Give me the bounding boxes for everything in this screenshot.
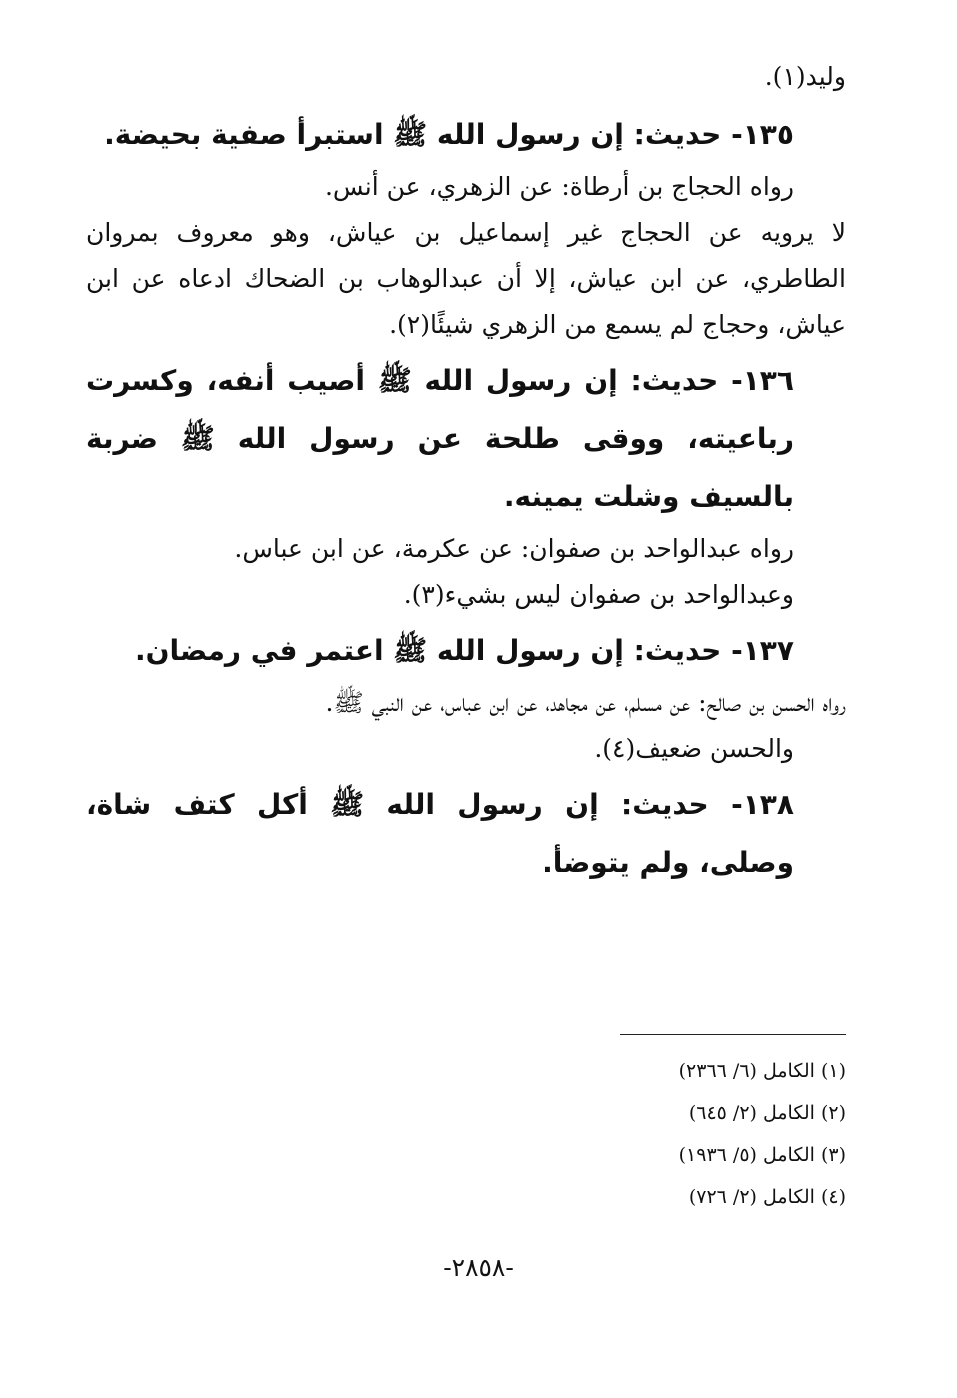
hadith-heading: ١٣٧- حديث: إن رسول الله ﷺ اعتمر في رمضان. (134, 634, 794, 667)
continuation-line: وليد(١). (764, 62, 846, 91)
footnote-3: (٣) الكامل (٥/ ١٩٣٦) (678, 1144, 846, 1166)
footnote-4: (٤) الكامل (٢/ ٧٢٦) (688, 1186, 846, 1208)
hadith-chain: رواه عبدالواحد بن صفوان: عن عكرمة، عن ابن عباس. (234, 534, 794, 563)
footnotes (560, 1050, 846, 1218)
hadith-chain: رواه الحجاج بن أرطاة: عن الزهري، عن أنس. (324, 172, 794, 201)
footnote-separator (620, 1034, 846, 1035)
hadith-commentary: والحسن ضعيف(٤). (594, 734, 794, 763)
hadith-commentary: لا يرويه عن الحجاج غير إسماعيل بن عياش، وهو معروف بمروان الطاطري، عن ابن عياش، إلا أن عبدالوهاب بن الضحاك ادعاه عن ابن عياش، وحجاج لم يسمع من الزهري شيئًا(٢). (86, 218, 846, 339)
footnote-1: (١) الكامل (٦/ ٢٣٦٦) (678, 1060, 846, 1082)
hadith-entry-138 (86, 776, 846, 892)
body-text (86, 52, 846, 892)
hadith-entry-135 (86, 106, 846, 348)
hadith-entry-136 (86, 352, 846, 618)
hadith-heading: ١٣٦- حديث: إن رسول الله ﷺ أصيب أنفه، وكسرت رباعيته، ووقى طلحة عن رسول الله ﷺ ضربة بالسيف وشلت يمينه. (86, 364, 794, 513)
hadith-entry-137 (86, 622, 846, 772)
hadith-heading: ١٣٨- حديث: إن رسول الله ﷺ أكل كتف شاة، وصلى، ولم يتوضأ. (86, 788, 794, 879)
hadith-commentary: وعبدالواحد بن صفوان ليس بشيء(٣). (403, 580, 794, 609)
hadith-heading: ١٣٥- حديث: إن رسول الله ﷺ استبرأ صفية بحيضة. (104, 118, 794, 151)
page-number: -٢٨٥٨- (443, 1253, 514, 1282)
footnote-2: (٢) الكامل (٢/ ٦٤٥) (688, 1102, 846, 1124)
hadith-chain: رواه الحسن بن صالح: عن مسلم، عن مجاهد، عن ابن عباس، عن النبي ﷺ. (325, 688, 846, 717)
